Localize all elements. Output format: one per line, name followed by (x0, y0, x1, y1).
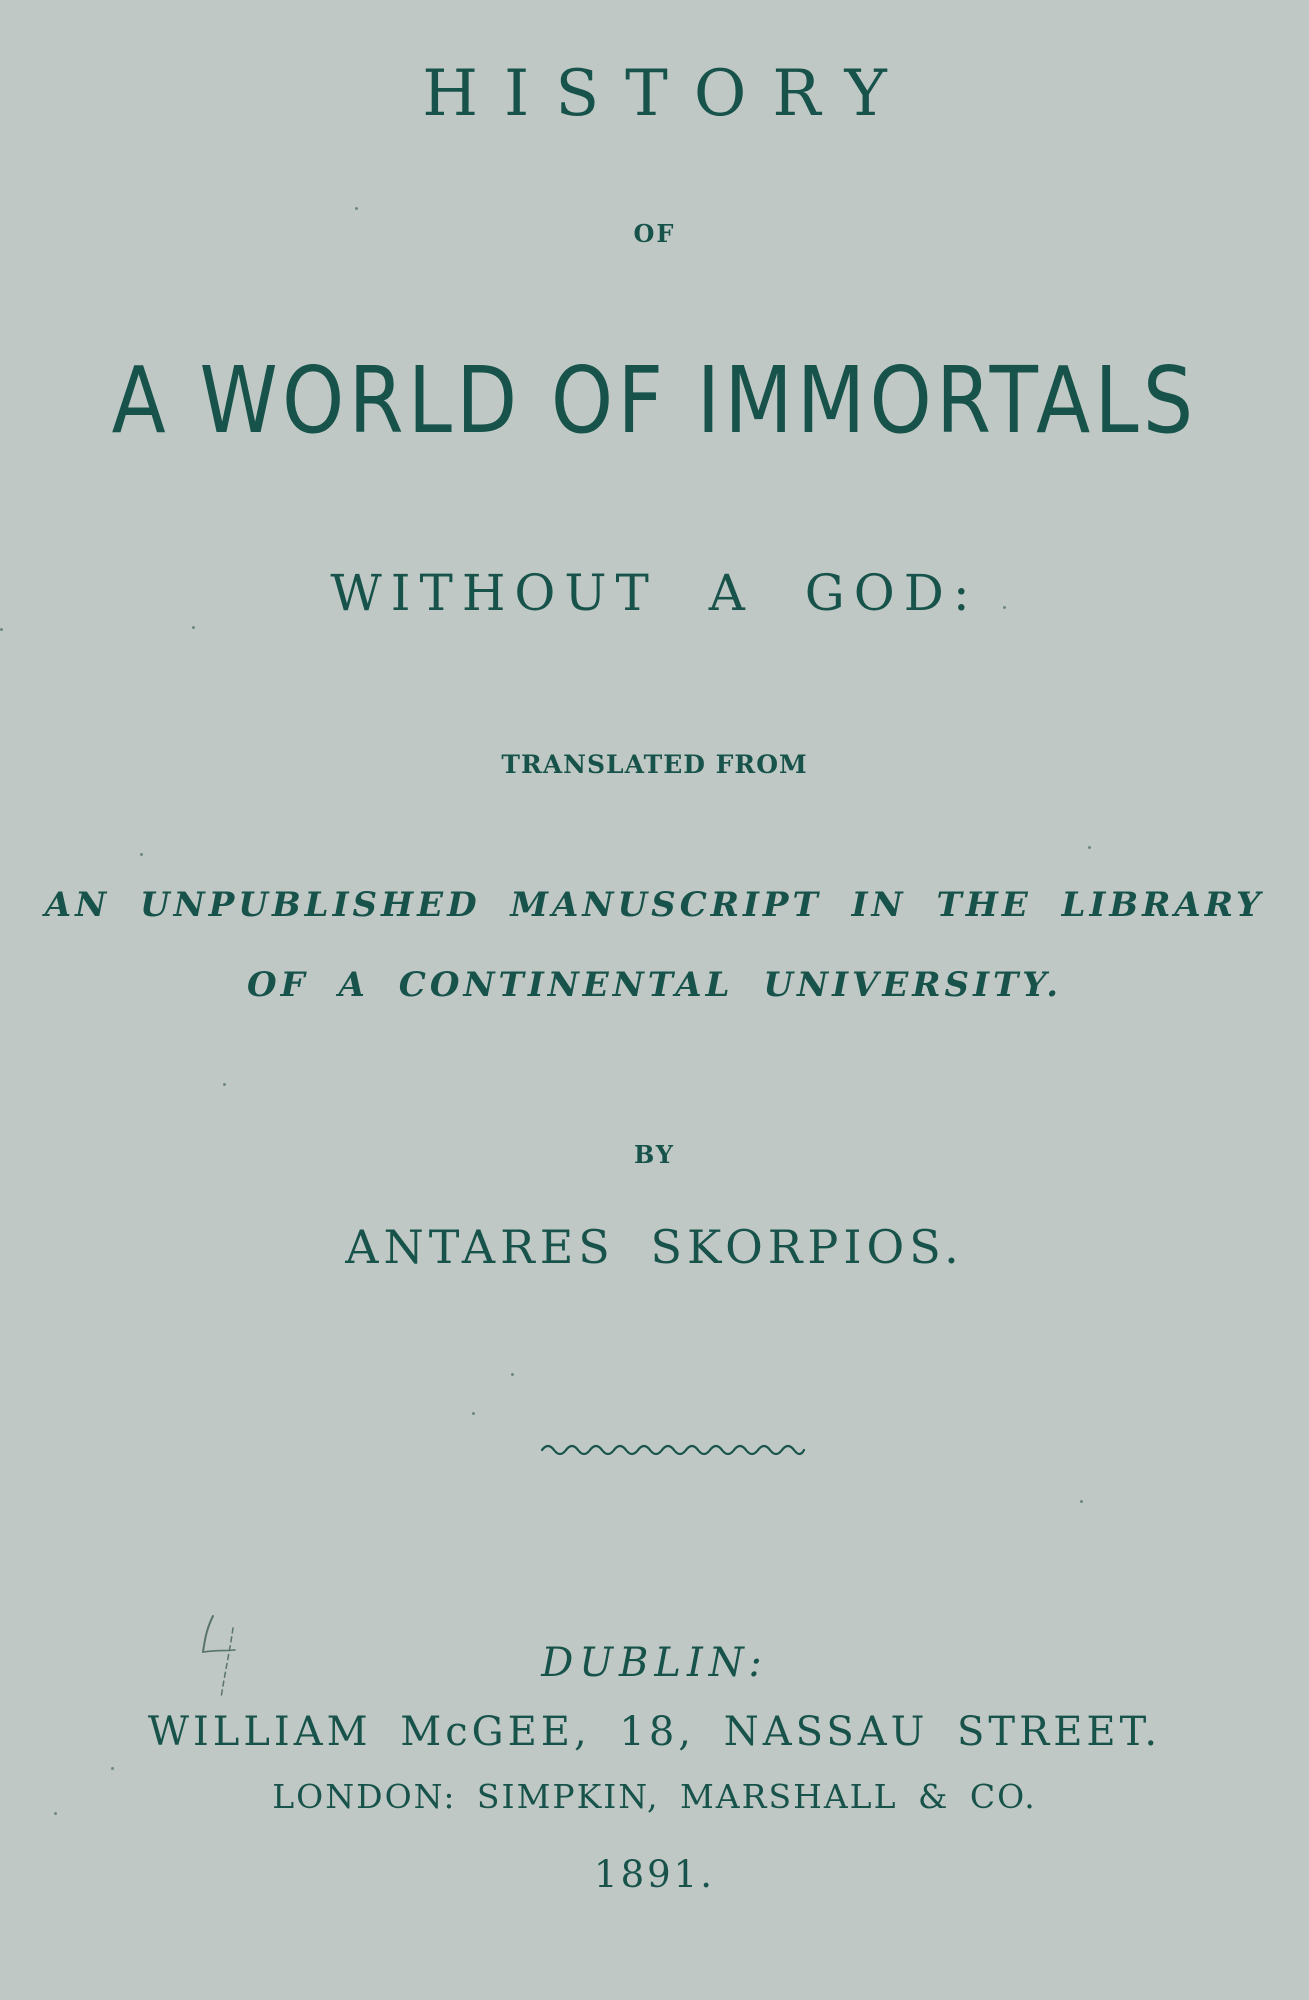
paper-speck (1088, 846, 1091, 849)
title-of: OF (633, 219, 676, 248)
paper-speck (140, 853, 143, 856)
subtitle: WITHOUT A GOD: (330, 564, 979, 622)
paper-speck (223, 1083, 226, 1086)
paper-speck (1003, 606, 1006, 609)
publisher-address: WILLIAM McGEE, 18, NASSAU STREET. (147, 1709, 1162, 1755)
paper-speck (472, 1412, 475, 1415)
author-name: ANTARES SKORPIOS. (345, 1220, 964, 1274)
manuscript-description-line-2: OF A CONTINENTAL UNIVERSITY. (246, 965, 1063, 1005)
paper-speck (192, 626, 195, 629)
publication-year: 1891. (594, 1853, 715, 1896)
london-distributor: LONDON: SIMPKIN, MARSHALL & CO. (272, 1777, 1037, 1816)
paper-speck (54, 1812, 57, 1815)
wave-rule-icon (540, 1440, 806, 1460)
title-history: HISTORY (422, 57, 913, 131)
main-title: A WORLD OF IMMORTALS (111, 347, 1198, 454)
by-label: BY (634, 1140, 675, 1169)
imprint-city: DUBLIN: (541, 1640, 768, 1686)
paper-speck (1080, 1500, 1083, 1503)
translated-from-label: TRANSLATED FROM (501, 750, 808, 779)
paper-speck (111, 1767, 114, 1770)
paper-speck (0, 628, 3, 631)
paper-speck (511, 1373, 514, 1376)
handwritten-mark-icon (195, 1610, 255, 1705)
manuscript-description-line-1: AN UNPUBLISHED MANUSCRIPT IN THE LIBRARY (44, 885, 1265, 925)
paper-speck (355, 207, 358, 210)
